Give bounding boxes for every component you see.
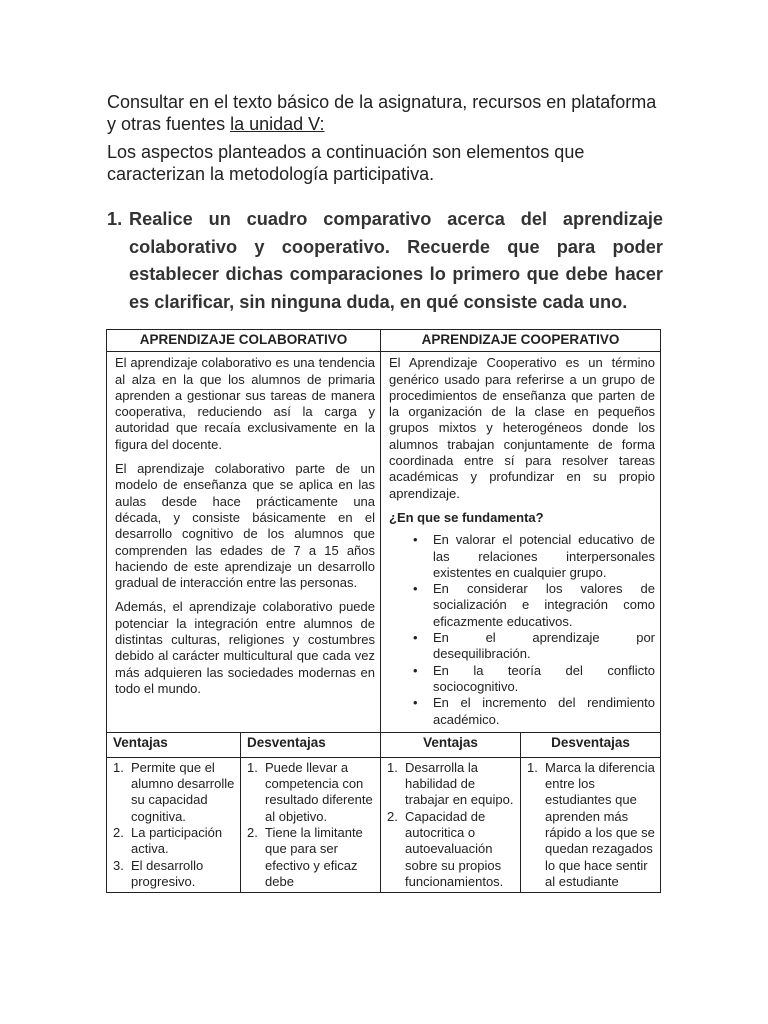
coop-ventajas-header: Ventajas [381,732,521,757]
task-number: 1. [107,209,123,229]
item-number: 1. [247,759,258,775]
fundamenta-bullet: • En el aprendizaje por desequilibración. [433,630,655,663]
fundamenta-bullet: • En considerar los valores de socialización e integración como eficazmente educativos. [433,581,655,630]
comparison-table [106,329,661,893]
intro-line-2: Los aspectos planteados a continuación son elementos que caracterizan la metodología participativa. [107,142,585,184]
intro-line-1-text: Consultar en el texto básico de la asignatura, recursos en plataforma y otras fuentes [107,92,657,134]
header-cooperativo: APRENDIZAJE COOPERATIVO [381,330,661,352]
fundamenta-list [389,532,655,728]
colab-desventajas-list [241,758,380,892]
colaborativo-paragraph: El aprendizaje colaborativo parte de un modelo de enseñanza que se aplica en las aulas desde hace prácticamente una década, y consiste básicamente en el desarrollo cognitivo de los alumnos que comprenden las edades de 7 a 15 años haciendo de este aprendizaje un desarrollo gradual de interacción entre las personas. [115,461,376,591]
item-text: La participación activa. [131,825,223,857]
colaborativo-description [107,352,381,733]
item-number: 2. [113,825,124,841]
coop-ventajas-list [381,758,520,892]
item-text: Marca la diferencia entre los estudiantes que aprenden más rápido a los que se quedan rezagados lo que hace sentir al estudiante [545,759,655,889]
item-number: 2. [387,808,398,824]
fundamenta-bullet: • En el incremento del rendimiento académico. [433,695,655,728]
item-text: Tiene la limitante que para ser efectivo y eficaz debe [265,825,363,889]
item-number: 1. [527,759,538,775]
instructions-intro [107,91,667,191]
colab-desventajas-cell [241,757,381,892]
intro-line-1 [107,91,667,135]
list-item [109,825,236,858]
item-text: Permite que el alumno desarrolle su capacidad cognitiva. [131,759,235,824]
coop-desventajas-header: Desventajas [521,732,661,757]
cooperativo-paragraph: El Aprendizaje Cooperativo es un término genérico usado para referirse a un grupo de procedimientos de enseñanza que parten de la organización de la clase en pequeños grupos mixtos y heterogéneos donde los alumnos trabajan conjuntamente de forma coordinada entre sí para resolver tareas académicas y profundizar en su propio aprendizaje. [389,355,656,501]
task-item-1 [107,206,663,316]
unit-reference: la unidad V: [230,114,325,134]
list-item [383,809,516,890]
coop-ventajas-cell [381,757,521,892]
list-item [523,760,656,890]
coop-desventajas-cell [521,757,661,892]
colab-ventajas-list [107,758,240,892]
fundamenta-bullet: • En valorar el potencial educativo de las relaciones interpersonales existentes en cualquier grupo. [433,532,655,581]
colab-ventajas-header: Ventajas [107,732,241,757]
list-item [243,760,376,825]
fundamenta-question: ¿En que se fundamenta? [389,509,544,525]
cooperativo-description [381,352,661,733]
colaborativo-paragraph: El aprendizaje colaborativo es una tendencia al alza en la que los alumnos de primaria aprenden a gestionar sus tareas de manera cooperativa, reduciendo así la carga y autoridad que recaía exclusivamente en la figura del docente. [115,355,376,452]
task-text: Realice un cuadro comparativo acerca del aprendizaje colaborativo y cooperativo. Recuerde que para poder establecer dichas comparaciones lo primero que debe hacer es clarificar, sin ninguna duda, en qué consiste cada uno. [129,209,663,312]
header-colaborativo: APRENDIZAJE COLABORATIVO [107,330,381,352]
item-number: 1. [113,759,124,775]
list-item [109,760,236,825]
list-item [109,858,236,891]
item-text: Puede llevar a competencia con resultado diferente al objetivo. [265,759,373,824]
item-number: 3. [113,857,124,873]
item-number: 2. [247,825,258,841]
item-text: Capacidad de autocritica o autoevaluación sobre su propios funcionamientos. [405,808,504,889]
list-item [243,825,376,890]
item-text: El desarrollo progresivo. [131,857,204,889]
coop-desventajas-list [521,758,660,892]
colab-ventajas-cell [107,757,241,892]
colaborativo-paragraph: Además, el aprendizaje colaborativo puede potenciar la integración entre alumnos de distintas culturas, religiones y costumbres debido al carácter multicultural que cada vez más adquieren las sociedades modernas en todo el mundo. [115,599,376,696]
item-number: 1. [387,759,398,775]
item-text: Desarrolla la habilidad de trabajar en equipo. [405,759,514,808]
colab-desventajas-header: Desventajas [241,732,381,757]
list-item [383,760,516,809]
fundamenta-bullet: • En la teoría del conflicto sociocognitivo. [433,663,655,696]
